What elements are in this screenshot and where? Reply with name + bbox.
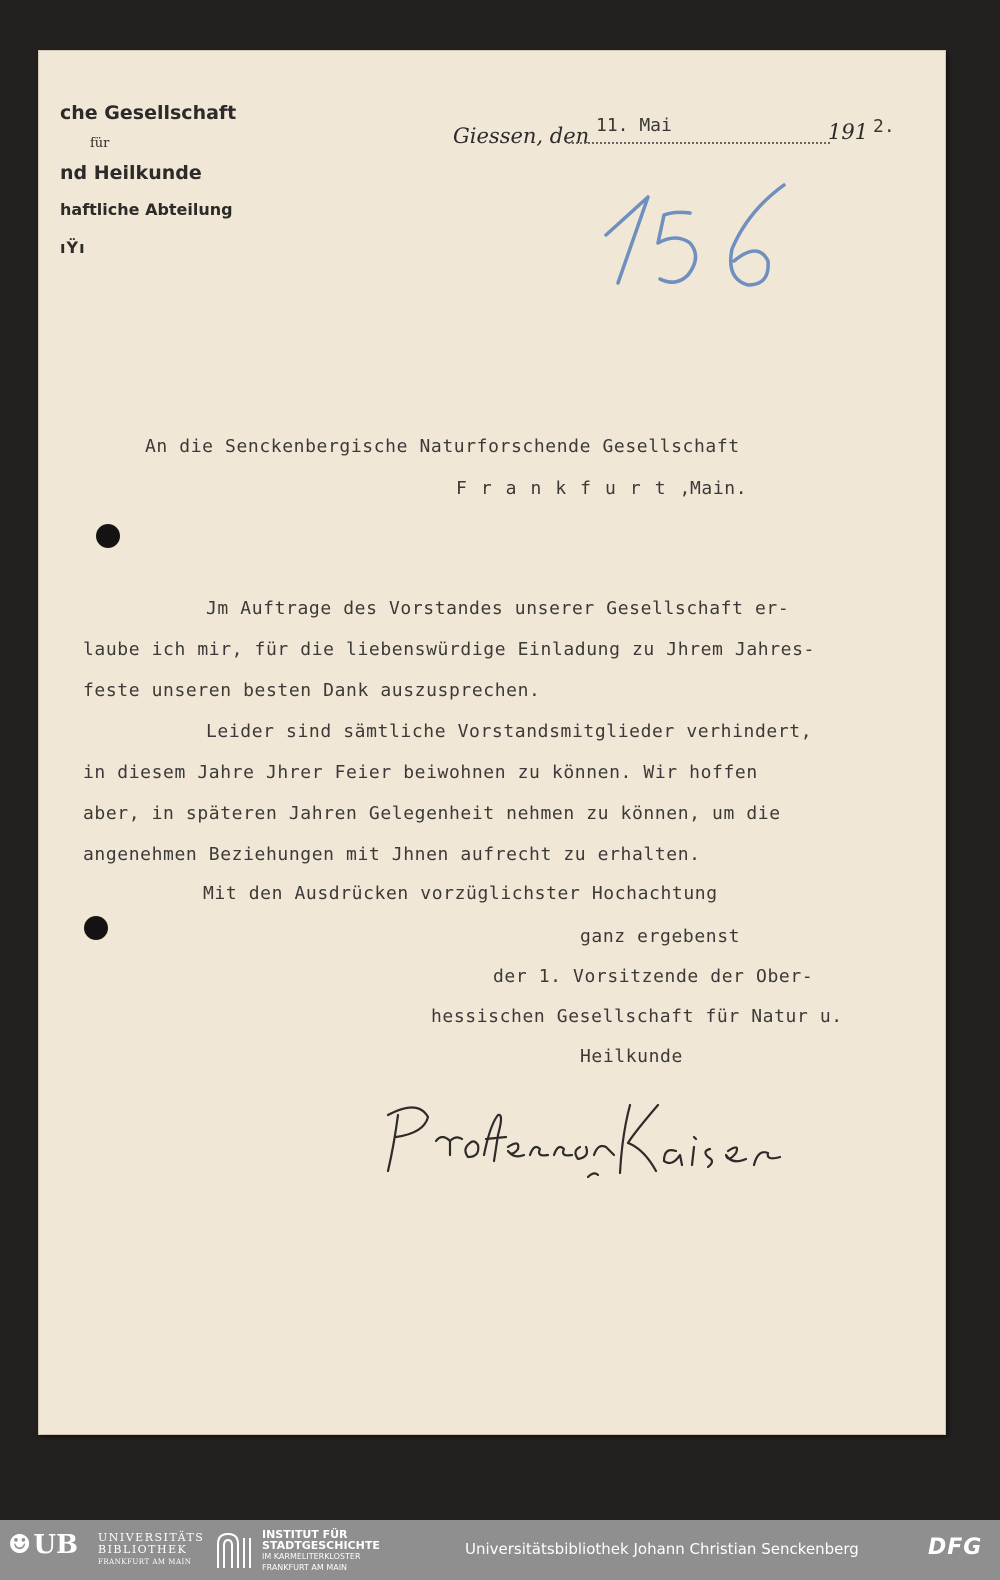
- punch-hole-top: [96, 524, 120, 548]
- closing-line-2: der 1. Vorsitzende der Ober-: [493, 966, 814, 987]
- closing-line-4: Heilkunde: [580, 1046, 683, 1067]
- ub-line-1: UNIVERSITÄTS: [98, 1531, 205, 1544]
- body-line-1: Jm Auftrage des Vorstandes unserer Gesellschaft er-: [206, 598, 790, 619]
- handwritten-signature: [358, 1085, 818, 1195]
- footer-bar: [0, 1520, 1000, 1580]
- isg-line-2: STADTGESCHICHTE: [262, 1539, 380, 1552]
- recipient-city: Frankfurt,: [456, 478, 705, 499]
- isg-name: [262, 1529, 380, 1573]
- closing-line-1: ganz ergebenst: [580, 926, 741, 947]
- recipient-line-1: An die Senckenbergische Naturforschende Gesellschaft: [145, 436, 740, 457]
- ub-line-2: BIBLIOTHEK: [98, 1543, 188, 1556]
- isg-arches-icon[interactable]: [214, 1530, 254, 1570]
- year-prefix: 191: [828, 120, 869, 144]
- letter-page: [38, 50, 946, 1435]
- punch-hole-bottom: [84, 916, 108, 940]
- ub-line-3: FRANKFURT AM MAIN: [98, 1558, 192, 1566]
- goethe-head-icon: ☻: [8, 1530, 32, 1560]
- body-line-6: aber, in späteren Jahren Gelegenheit nehmen zu können, um die: [83, 803, 781, 824]
- letter-date: 11. Mai: [596, 115, 672, 136]
- body-line-5: in diesem Jahre Jhrer Feier beiwohnen zu können. Wir hoffen: [83, 762, 758, 783]
- body-line-4: Leider sind sämtliche Vorstandsmitglieder verhindert,: [206, 721, 813, 742]
- dfg-logo[interactable]: DFG: [928, 1535, 983, 1560]
- letterhead-line-4: haftliche Abteilung: [60, 200, 233, 219]
- isg-line-3: IM KARMELITERKLOSTER: [262, 1552, 361, 1561]
- isg-line-4: FRANKFURT AM MAIN: [262, 1563, 348, 1572]
- body-line-2: laube ich mir, für die liebenswürdige Einladung zu Jhrem Jahres-: [83, 639, 815, 660]
- body-line-8: Mit den Ausdrücken vorzüglichster Hochachtung: [203, 883, 718, 904]
- ub-name: [98, 1532, 204, 1568]
- body-line-7: angenehmen Beziehungen mit Jhnen aufrecht zu erhalten.: [83, 844, 701, 865]
- year-digit: 2.: [873, 116, 895, 137]
- letterhead-emblem-icon: ıŸı: [60, 238, 86, 257]
- place-label: Giessen, den: [453, 124, 590, 148]
- body-line-3: feste unseren besten Dank auszusprechen.: [83, 680, 541, 701]
- letterhead-line-2: für: [90, 136, 110, 151]
- date-dotted-line: [568, 142, 830, 144]
- ub-logo-text: UB: [33, 1530, 78, 1560]
- letterhead-line-1: che Gesellschaft: [60, 102, 237, 124]
- library-name: Universitätsbibliothek Johann Christian Senckenberg: [465, 1540, 859, 1558]
- recipient-city-suffix: Main.: [690, 478, 748, 499]
- closing-line-3: hessischen Gesellschaft für Natur u.: [431, 1006, 843, 1027]
- letterhead-line-3: nd Heilkunde: [60, 162, 202, 184]
- isg-line-1: INSTITUT FÜR: [262, 1528, 348, 1541]
- archive-number: [598, 175, 798, 305]
- ub-logo[interactable]: [8, 1530, 78, 1560]
